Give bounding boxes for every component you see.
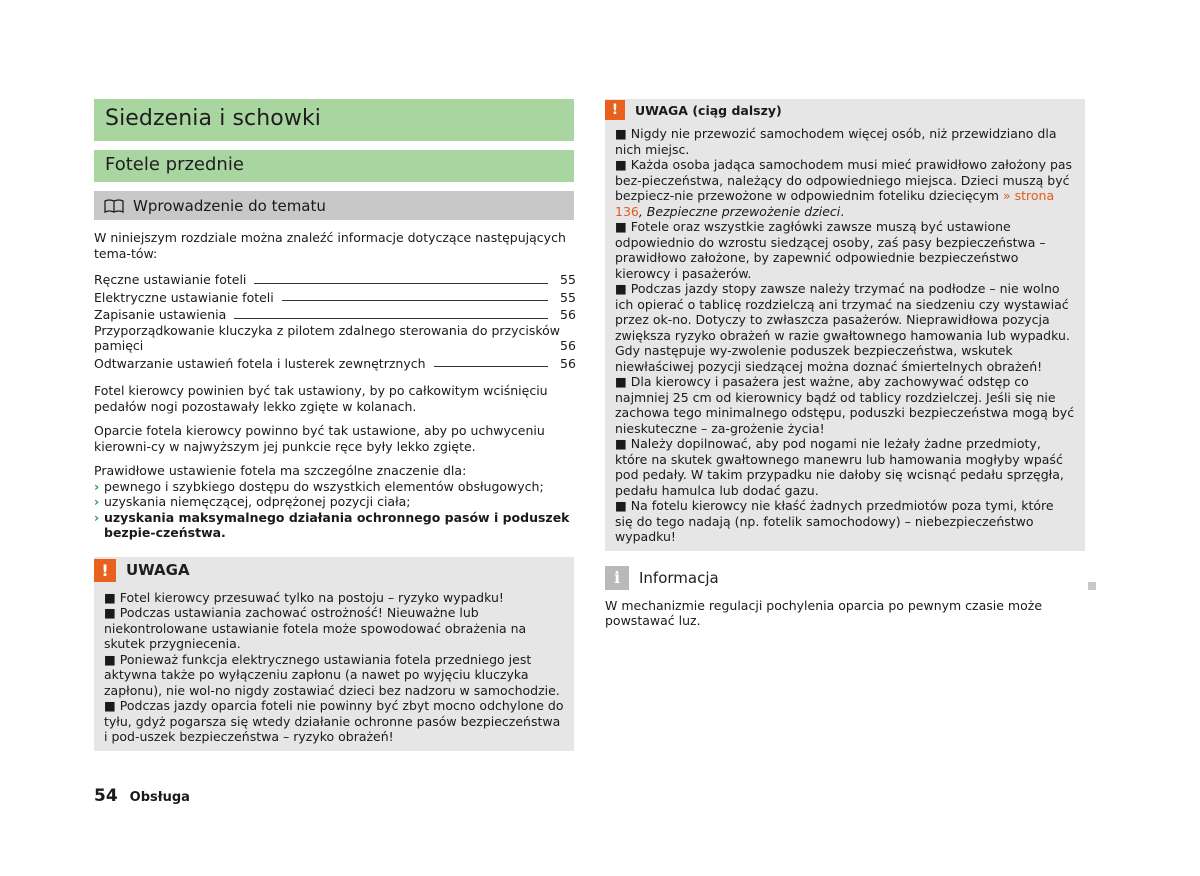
toc-entry[interactable] xyxy=(94,323,574,354)
toc-page: 56 xyxy=(560,338,576,353)
warning-item: ■ Podczas jazdy stopy zawsze należy trzymać na podłodze – nie wolno ich opierać o tablicę rozdzielczą ani trzymać na siedzeniu czy wystawiać przez ok-no. Dotyczy to zwłaszcza pasażerów. Nieprawidłowa pozycja zwiększa ryzyko obrażeń w razie gwałtownego hamowania lub wypadku. Gdy następuje wy-zwolenie poduszek bezpieczeństwa, wskutek niewłaściwej pozycji siedzącej można doznać śmiertelnych obrażeń! xyxy=(615,281,1070,374)
warning-item: ■ Podczas ustawiania zachować ostrożność! Nieuważne lub niekontrolowane ustawianie fotela może spowodować obrażenia na skutek przygniecenia. xyxy=(104,605,527,651)
toc-leader xyxy=(254,283,548,284)
right-column xyxy=(605,99,1085,629)
warning-item: ■ Fotele oraz wszystkie zagłówki zawsze muszą być ustawione odpowiednio do wzrostu siedzącej osoby, zaś pasy bezpieczeństwa – prawidłowo założone, by zapewnić odpowiednie bezpieczeństwo kierowcy i pasażerów. xyxy=(615,219,1046,281)
paragraph: Fotel kierowcy powinien być tak ustawiony, by po całkowitym wciśnięciu pedałów nogi pozostawały lekko zgięte w kolanach. xyxy=(94,383,548,414)
list-item: › uzyskania niemęczącej, odprężonej pozycji ciała; xyxy=(94,494,411,509)
toc-label: Odtwarzanie ustawień fotela i lusterek zewnętrznych xyxy=(94,355,426,371)
toc-label: Ręczne ustawianie foteli xyxy=(94,272,247,287)
list-item: › pewnego i szybkiego dostępu do wszystkich elementów obsługowych; xyxy=(94,478,544,494)
topic-bar xyxy=(94,191,574,220)
toc-page: 55 xyxy=(560,272,576,287)
info-icon: i xyxy=(605,566,629,590)
section-title: Fotele przednie xyxy=(94,150,574,182)
toc-label: Przyporządkowanie kluczyka z pilotem zdalnego sterowania do przycisków xyxy=(94,322,561,338)
warning-item: ■ Nigdy nie przewozić samochodem więcej osób, niż przewidziano dla nich miejsc. xyxy=(615,126,1057,157)
warning-icon: ! xyxy=(605,100,625,120)
toc-page: 55 xyxy=(560,289,576,305)
toc-list xyxy=(94,270,574,371)
info-title: Informacja xyxy=(639,568,719,587)
toc-page: 56 xyxy=(560,307,576,322)
toc-leader xyxy=(234,318,548,319)
warning-item: ■ Dla kierowcy i pasażera jest ważne, aby zachowywać odstęp co najmniej 25 cm od kierownicy bądź od tablicy rozdzielczej. Jeśli się nie zachowa tego minimalnego odstępu, poduszki bezpieczeństwa mogą być nieskuteczne – za-grożenie życia! xyxy=(615,374,1075,436)
toc-label: Elektryczne ustawianie foteli xyxy=(94,289,274,305)
warning-continued-box xyxy=(605,99,1085,551)
warning-title: UWAGA (ciąg dalszy) xyxy=(635,102,782,118)
toc-page: 56 xyxy=(560,355,576,371)
list-item: › uzyskania maksymalnego działania ochronnego pasów i poduszek bezpie-czeństwa. xyxy=(94,509,570,540)
toc-label-continued: pamięci xyxy=(94,338,144,353)
chevron-right-icon: › xyxy=(94,494,100,509)
paragraph: Oparcie fotela kierowcy powinno być tak ustawione, aby po uchwyceniu kierowni-cy w najwyższym jej punkcie ręce były lekko zgięte. xyxy=(94,423,545,454)
bullet-list xyxy=(94,479,574,541)
warning-item: ■ Na fotelu kierowcy nie kłaść żadnych przedmiotów poza tymi, które się do tego nadają (np. fotelik samochodowy) – niebezpieczeństwo wypadku! xyxy=(615,498,1054,544)
chapter-title: Siedzenia i schowki xyxy=(94,99,574,141)
end-of-section-marker xyxy=(1088,582,1096,590)
warning-item: ■ Fotel kierowcy przesuwać tylko na postoju – ryzyko wypadku! xyxy=(104,589,504,605)
footer-section-label: Obsługa xyxy=(129,790,190,805)
warning-item: ■ Należy dopilnować, aby pod nogami nie leżały żadne przedmioty, które na skutek gwałtownego manewru lub hamowania mogłyby wpaść pod pedały. W takim przypadku nie dałoby się wcisnąć pedału sprzęgła, pedału hamulca lub dodać gazu. xyxy=(615,436,1064,498)
chevron-right-icon: › xyxy=(94,478,100,494)
toc-entry[interactable] xyxy=(94,354,574,372)
toc-leader xyxy=(434,366,548,367)
chevron-right-icon: › xyxy=(94,509,100,525)
page-footer xyxy=(94,786,190,806)
topic-title: Wprowadzenie do tematu xyxy=(133,196,326,215)
intro-text: W niniejszym rozdziale można znaleźć informacje dotyczące następujących tema-tów: xyxy=(94,230,566,261)
warning-box xyxy=(94,557,574,751)
warning-item: ■ Ponieważ funkcja elektrycznego ustawiania fotela przedniego jest aktywna także po wyłączeniu zapłonu (a nawet po wyjęciu kluczyka zapłonu), nie wol-no nigdy zostawiać dzieci bez nadzoru w samochodzie. xyxy=(104,651,560,698)
info-text: W mechanizmie regulacji pochylenia oparcia po pewnym czasie może powstawać luz. xyxy=(605,597,1043,628)
page-number: 54 xyxy=(94,786,118,806)
toc-leader xyxy=(282,300,548,301)
toc-entry[interactable] xyxy=(94,270,574,288)
paragraph: Prawidłowe ustawienie fotela ma szczególne znaczenie dla: xyxy=(94,463,467,478)
warning-item: ■ Podczas jazdy oparcia foteli nie powinny być zbyt mocno odchylone do tyłu, gdyż pogarsza się wtedy działanie ochronne pasów bezpieczeństwa i pod-uszek bezpieczeństwa – ryzyko obrażeń! xyxy=(104,698,564,744)
toc-label: Zapisanie ustawienia xyxy=(94,307,227,322)
info-header xyxy=(605,566,1085,590)
toc-entry[interactable] xyxy=(94,305,574,323)
toc-entry[interactable] xyxy=(94,288,574,306)
warning-item: ■ Każda osoba jadąca samochodem musi mieć prawidłowo założony pas bez-pieczeństwa, należący do odpowiedniego miejsca. Dzieci muszą być bezpiecz-nie przewożone w odpowiednim foteliku dziecięcym » strona 136, Bezpieczne przewożenie dzieci. xyxy=(615,157,1073,219)
warning-title: UWAGA xyxy=(126,561,190,579)
page-link[interactable]: » strona 136 xyxy=(615,188,1055,219)
left-column xyxy=(94,99,574,751)
book-icon xyxy=(104,199,124,213)
warning-icon: ! xyxy=(94,559,116,582)
